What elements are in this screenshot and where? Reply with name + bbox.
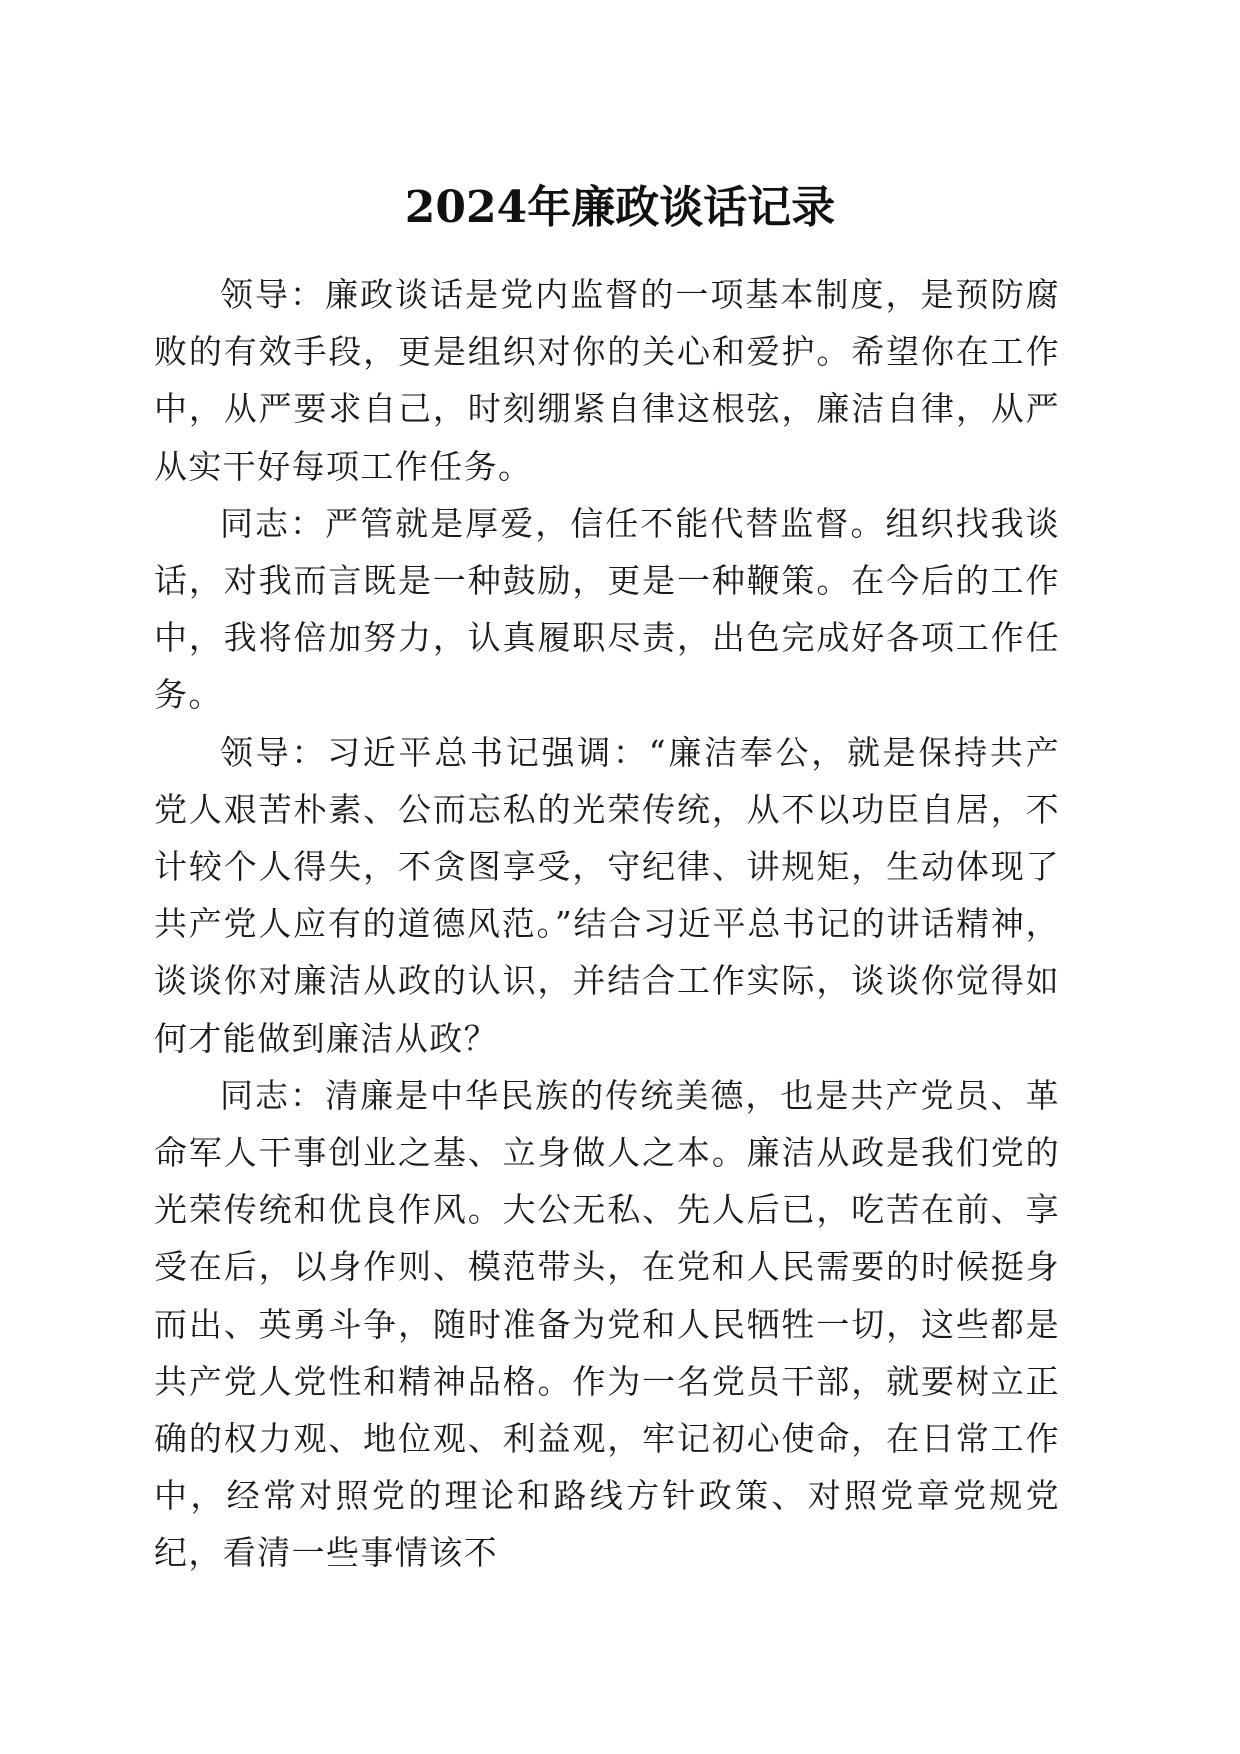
document-title: 2024年廉政谈话记录 [404, 182, 836, 233]
paragraph-leader-1: 领导：廉政谈话是党内监督的一项基本制度，是预防腐败的有效手段，更是组织对你的关心和爱护。希望你在工作中，从严要求自己，时刻绷紧自律这根弦，廉洁自律，从严从实干好每项工作任务。 [154, 275, 1060, 486]
paragraph-comrade-1: 同志：严管就是厚爱，信任不能代替监督。组织找我谈话，对我而言既是一种鼓励，更是一种鞭策。在今后的工作中，我将倍加努力，认真履职尽责，出色完成好各项工作任务。 [154, 503, 1060, 715]
paragraph-leader-2: 领导：习近平总书记强调：“廉洁奉公，就是保持共产党人艰苦朴素、公而忘私的光荣传统，从不以功臣自居，不计较个人得失，不贪图享受，守纪律、讲规矩，生动体现了共产党人应有的道德风范。”结合习近平总书记的讲话精神，谈谈你对廉洁从政的认识，并结合工作实际，谈谈你觉得如何才能做到廉洁从政？ [154, 732, 1060, 1058]
document-body [154, 266, 1060, 1582]
paragraph-comrade-2: 同志：清廉是中华民族的传统美德，也是共产党员、革命军人干事创业之基、立身做人之本。廉洁从政是我们党的光荣传统和优良作风。大公无私、先人后已，吃苦在前、享受在后，以身作则、模范带头，在党和人民需要的时候挺身而出、英勇斗争，随时准备为党和人民牺牲一切，这些都是共产党人党性和精神品格。作为一名党员干部，就要树立正确的权力观、地位观、利益观，牢记初心使命，在日常工作中，经常对照党的理论和路线方针政策、对照党章党规党纪，看清一些事情该不 [154, 1075, 1060, 1573]
